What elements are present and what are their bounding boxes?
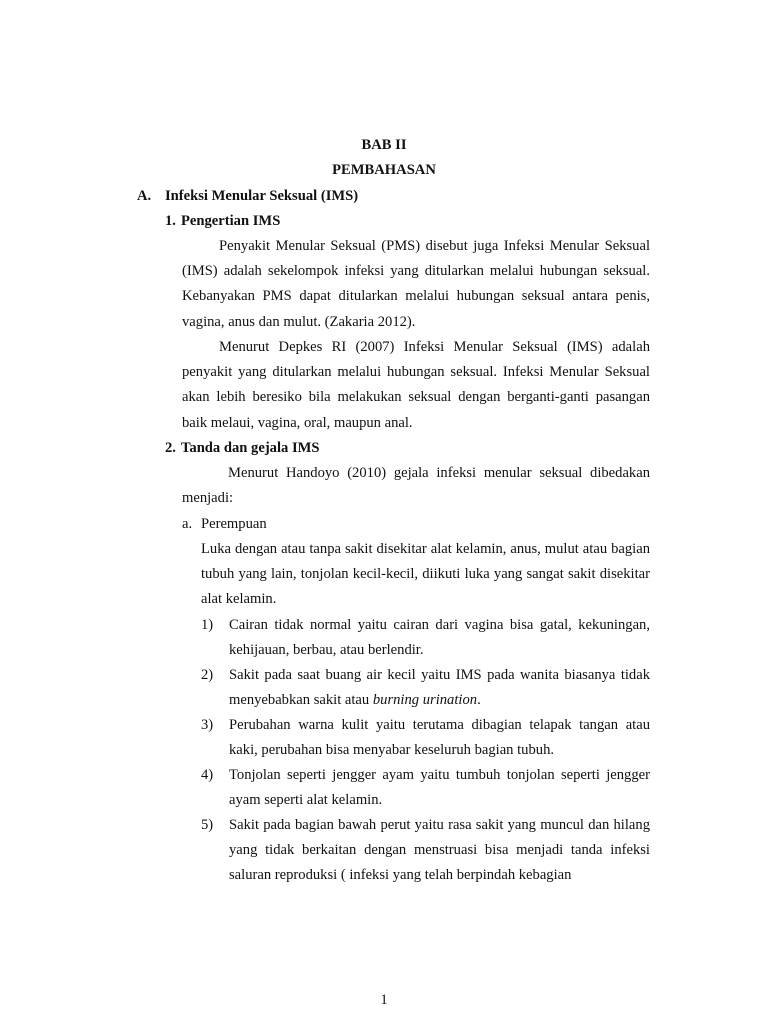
chapter-number: BAB II (361, 137, 407, 153)
list-item-text (229, 663, 650, 713)
list-item-marker: 2) (201, 667, 214, 683)
paragraph-symptoms-intro: Menurut Handoyo (2010) gejala infeksi menular seksual dibedakan menjadi: (182, 465, 650, 507)
subsection-a-title: Perempuan (201, 516, 267, 532)
paragraph-definition-1: Penyakit Menular Seksual (PMS) disebut juga Infeksi Menular Seksual (IMS) adalah sekelompok infeksi yang ditularkan melalui hubungan seksual. Kebanyakan PMS dapat ditularkan melalui hubungan seksual antara penis, vagina, anus dan mulut. (Zakaria 2012). (182, 238, 650, 330)
list-item-marker: 5) (201, 817, 214, 833)
list-item-text: Cairan tidak normal yaitu cairan dari vagina bisa gatal, kekuningan, kehijauan, berbau, atau berlendir. (229, 617, 650, 659)
list-item-marker: 3) (201, 717, 214, 733)
chapter-title: PEMBAHASAN (332, 162, 436, 178)
subsection-2-marker: 2. (165, 440, 176, 456)
list-item-text-end: . (477, 692, 481, 709)
paragraph-women-symptoms: Luka dengan atau tanpa sakit disekitar alat kelamin, anus, mulut atau bagian tubuh yang lain, tonjolan kecil-kecil, diikuti luka yang sangat sakit disekitar alat kelamin. (201, 541, 650, 608)
paragraph-definition-2: Menurut Depkes RI (2007) Infeksi Menular Seksual (IMS) adalah penyakit yang ditularkan melalui hubungan seksual. Infeksi Menular Seksual akan lebih beresiko bila melakukan seksual dengan berganti-ganti pasangan baik melaui, vagina, oral, maupun anal. (182, 339, 650, 431)
subsection-2-title: Tanda dan gejala IMS (181, 440, 320, 456)
list-item-text: Tonjolan seperti jengger ayam yaitu tumbuh tonjolan seperti jengger ayam seperti alat kelamin. (229, 767, 650, 809)
list-item-marker: 1) (201, 617, 214, 633)
list-item-text: Perubahan warna kulit yaitu terutama dibagian telapak tangan atau kaki, perubahan bisa menyabar keseluruh bagian tubuh. (229, 717, 650, 759)
section-a-title: Infeksi Menular Seksual (IMS) (165, 188, 359, 204)
subsection-1-title: Pengertian IMS (181, 213, 281, 229)
list-item-text-start: Sakit pada saat buang air kecil yaitu IMS pada wanita biasanya tidak menyebabkan sakit atau (229, 667, 650, 709)
italic-term: burning urination (372, 692, 478, 709)
page-number: 1 (380, 992, 388, 1008)
subsection-1-marker: 1. (165, 213, 176, 229)
list-item-marker: 4) (201, 767, 214, 783)
section-a-marker: A. (137, 188, 152, 204)
list-item-text: Sakit pada bagian bawah perut yaitu rasa sakit yang muncul dan hilang yang tidak berkaitan dengan menstruasi bisa menjadi tanda infeksi saluran reproduksi ( infeksi yang telah berpindah kebagian (229, 817, 650, 884)
subsection-a-marker: a. (182, 516, 193, 532)
